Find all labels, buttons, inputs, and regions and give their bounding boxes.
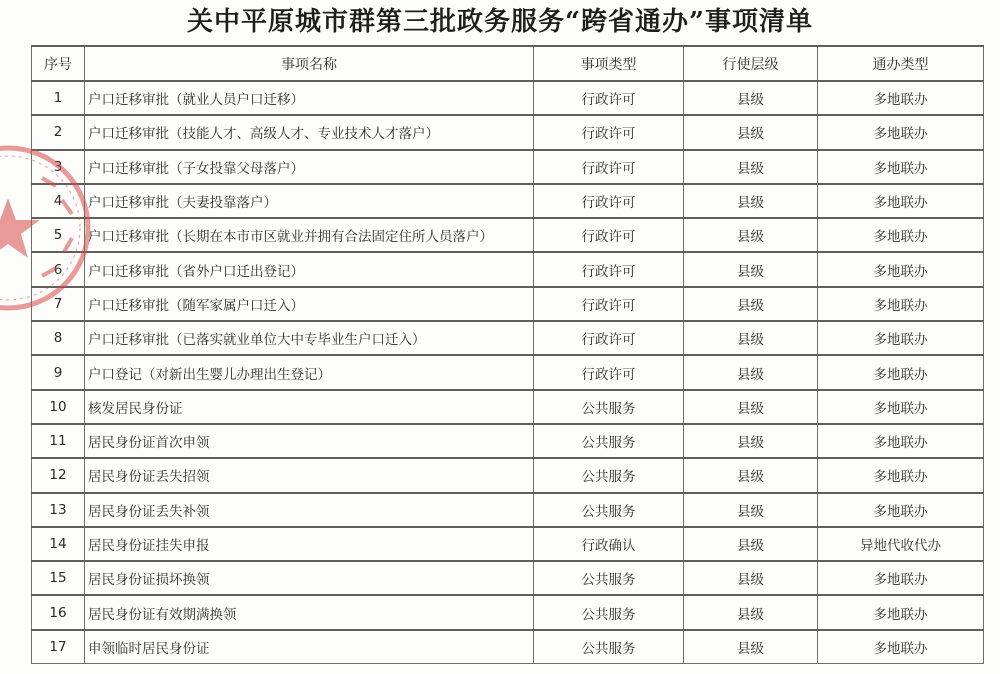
cell-name: 户口登记（对新出生婴儿办理出生登记）: [85, 355, 534, 389]
cell-level: 县级: [684, 493, 818, 527]
header-name: 事项名称: [85, 46, 534, 81]
cell-no: 10: [32, 390, 85, 424]
cell-name: 居民身份证丢失补领: [85, 493, 534, 527]
cell-name: 居民身份证首次申领: [85, 424, 534, 458]
cell-name: 户口迁移审批（已落实就业单位大中专毕业生户口迁入）: [85, 321, 534, 355]
cell-mode: 多地联办: [818, 561, 984, 595]
cell-level: 县级: [684, 527, 818, 561]
table-row: [32, 115, 984, 149]
cell-type: 公共服务: [534, 458, 684, 492]
cell-level: 县级: [684, 218, 818, 252]
cell-level: 县级: [684, 458, 818, 492]
document-title: 关中平原城市群第三批政务服务“跨省通办”事项清单: [187, 7, 813, 37]
cell-mode: 多地联办: [818, 595, 984, 629]
cell-mode: 多地联办: [818, 252, 984, 286]
cell-no: 1: [32, 81, 85, 115]
header-level: 行使层级: [684, 46, 818, 81]
cell-type: 行政许可: [534, 184, 684, 218]
cell-level: 县级: [684, 81, 818, 115]
cell-mode: 多地联办: [818, 630, 984, 664]
cell-type: 公共服务: [534, 493, 684, 527]
cell-name: 居民身份证损坏换领: [85, 561, 534, 595]
cell-name: 户口迁移审批（就业人员户口迁移）: [85, 81, 534, 115]
table-row: [32, 493, 984, 527]
cell-name: 居民身份证挂失申报: [85, 527, 534, 561]
cell-no: 8: [32, 321, 85, 355]
cell-no: 11: [32, 424, 85, 458]
cell-mode: 多地联办: [818, 81, 984, 115]
cell-type: 行政许可: [534, 355, 684, 389]
cell-no: 9: [32, 355, 85, 389]
cell-name: 户口迁移审批（随军家属户口迁入）: [85, 287, 534, 321]
cell-level: 县级: [684, 184, 818, 218]
cell-name: 核发居民身份证: [85, 390, 534, 424]
cell-mode: 多地联办: [818, 287, 984, 321]
cell-no: 14: [32, 527, 85, 561]
table-row: [32, 287, 984, 321]
table-row: [32, 252, 984, 286]
cell-mode: 多地联办: [818, 321, 984, 355]
cell-type: 行政许可: [534, 150, 684, 184]
cell-level: 县级: [684, 115, 818, 149]
cell-mode: 多地联办: [818, 424, 984, 458]
cell-type: 行政许可: [534, 218, 684, 252]
cell-no: 7: [32, 287, 85, 321]
cell-level: 县级: [684, 287, 818, 321]
cell-type: 行政许可: [534, 115, 684, 149]
cell-type: 行政许可: [534, 81, 684, 115]
cell-type: 公共服务: [534, 390, 684, 424]
cell-level: 县级: [684, 252, 818, 286]
cell-no: 12: [32, 458, 85, 492]
cell-mode: 多地联办: [818, 184, 984, 218]
cell-no: 15: [32, 561, 85, 595]
cell-type: 公共服务: [534, 561, 684, 595]
cell-no: 5: [32, 218, 85, 252]
cell-type: 公共服务: [534, 424, 684, 458]
header-type: 事项类型: [534, 46, 684, 81]
cell-no: 4: [32, 184, 85, 218]
cell-type: 行政许可: [534, 252, 684, 286]
cell-name: 居民身份证丢失招领: [85, 458, 534, 492]
matters-table: [31, 45, 984, 664]
cell-level: 县级: [684, 355, 818, 389]
cell-mode: 多地联办: [818, 115, 984, 149]
cell-no: 6: [32, 252, 85, 286]
cell-type: 公共服务: [534, 595, 684, 629]
cell-mode: 多地联办: [818, 150, 984, 184]
cell-mode: 多地联办: [818, 493, 984, 527]
table-row: [32, 150, 984, 184]
cell-type: 行政确认: [534, 527, 684, 561]
cell-name: 居民身份证有效期满换领: [85, 595, 534, 629]
cell-no: 3: [32, 150, 85, 184]
cell-no: 2: [32, 115, 85, 149]
cell-level: 县级: [684, 561, 818, 595]
table-row: [32, 390, 984, 424]
cell-type: 行政许可: [534, 287, 684, 321]
cell-level: 县级: [684, 630, 818, 664]
cell-level: 县级: [684, 424, 818, 458]
cell-mode: 多地联办: [818, 390, 984, 424]
cell-name: 户口迁移审批（省外户口迁出登记）: [85, 252, 534, 286]
table-row: [32, 458, 984, 492]
table-body: [32, 81, 984, 664]
cell-name: 户口迁移审批（夫妻投靠落户）: [85, 184, 534, 218]
cell-no: 16: [32, 595, 85, 629]
table-row: [32, 81, 984, 115]
cell-name: 申领临时居民身份证: [85, 630, 534, 664]
header-no: 序号: [32, 46, 85, 81]
table-row: [32, 218, 984, 252]
cell-name: 户口迁移审批（技能人才、高级人才、专业技术人才落户）: [85, 115, 534, 149]
table-header-row: [32, 46, 984, 81]
cell-level: 县级: [684, 150, 818, 184]
table-row: [32, 630, 984, 664]
cell-type: 公共服务: [534, 630, 684, 664]
cell-name: 户口迁移审批（子女投靠父母落户）: [85, 150, 534, 184]
cell-type: 行政许可: [534, 321, 684, 355]
cell-no: 17: [32, 630, 85, 664]
table-row: [32, 184, 984, 218]
cell-level: 县级: [684, 595, 818, 629]
table-row: [32, 355, 984, 389]
table-row: [32, 424, 984, 458]
table-row: [32, 561, 984, 595]
cell-no: 13: [32, 493, 85, 527]
table-row: [32, 595, 984, 629]
header-mode: 通办类型: [818, 46, 984, 81]
cell-mode: 异地代收代办: [818, 527, 984, 561]
table-row: [32, 321, 984, 355]
cell-level: 县级: [684, 390, 818, 424]
cell-level: 县级: [684, 321, 818, 355]
cell-name: 户口迁移审批（长期在本市市区就业并拥有合法固定住所人员落户）: [85, 218, 534, 252]
cell-mode: 多地联办: [818, 458, 984, 492]
cell-mode: 多地联办: [818, 355, 984, 389]
cell-mode: 多地联办: [818, 218, 984, 252]
table-row: [32, 527, 984, 561]
